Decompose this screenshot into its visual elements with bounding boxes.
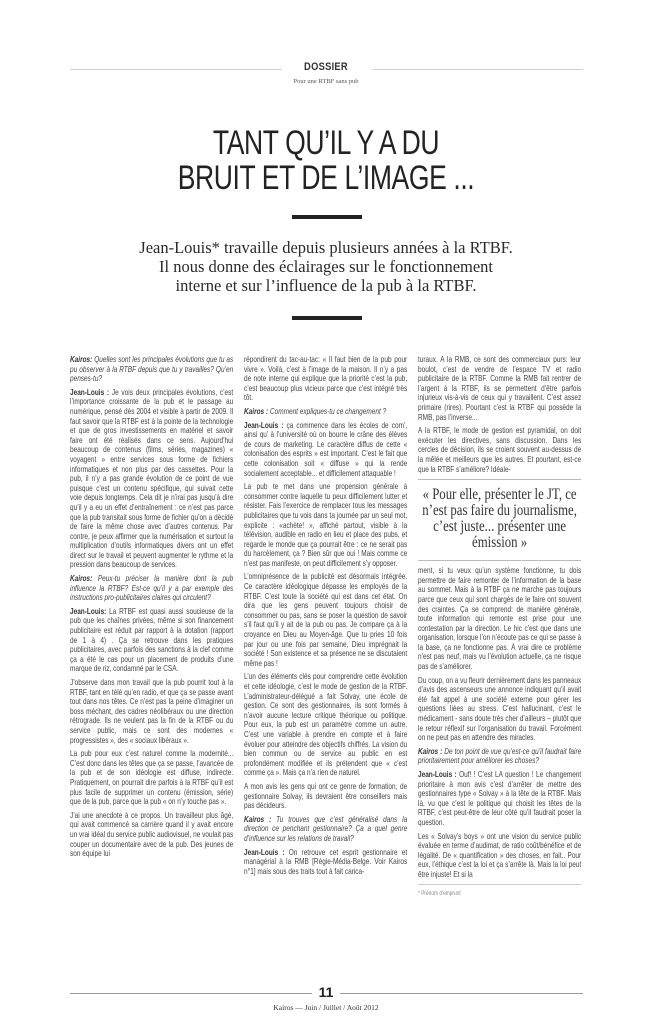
speaker: Jean-Louis : [244, 420, 284, 430]
paragraph: L’omniprésence de la publicité est désormais intégrée. Ce caractère idéologique dépasse les employés de la RTBF. C’est toute la société qui est dans cet état. On dira que les gens peuvent toujours choisir de consommer ou pas, sans se poser la question de savoir s’il faut qu’il y ait de la pub ou pas. Je compare ça à la croyance en Dieu au Moyen-âge. Que tu pries 10 fois par jour ou une fois par semaine, Dieu imprégnait la société ! Son existence et sa présence ne se discutaient même pas ! [244, 572, 408, 668]
interview-answer [244, 848, 407, 877]
footnote: * Prénom d’emprunt [418, 884, 581, 900]
answer-text: La RTBF est quasi aussi soucieuse de la pub que les chaînes privées, même si son financement publicitaire est réduit par rapport à la dotation (rapport de 1 à 4) . Ça se retrouve dans les pratiques publicitaires, avec parfois des sanctions à la clef comme ça a été le cas pour un placement de produits d’une marque de riz, condamné par le CSA. [70, 606, 234, 674]
column-body [418, 355, 581, 899]
paragraph: L’un des éléments clés pour comprendre cette évolution et cette idéologie, c’est le mode de gestion de la RTBF. L’administrateur-délégué a fait Solvay, une école de gestion. Ce sont des gestionnaires, ils sont formés à n’avoir aucune lecture critique théorique ou politique. Pour eux, la pub est un paramètre comme un autre. C’est une variable à prendre en compte et à faire évoluer pour atteindre des objectifs chiffrés. La vision du bien commun ou de service au public en est profondément modifiée et ils prétendent que « c’est comme ça ». Mais ça n’a rien de naturel. [244, 672, 408, 778]
answer-text: Je vois deux principales évolutions, c’est l’importance croissante de la pub et le passage au numérique, pensé dès 2004 et visible à partir de 2009. Il faut savoir que la RTBF est à la pointe de la technologie et que de gros investissements en matériel et savoir faire ont été réalisés dans ce sens. Aujourd’hui beaucoup de contenus (films, séries, magazines) « voyagent » entre services sous forme de fichiers informatiques et non plus par des cassettes. Pour la pub, il n’y a pas grande évolution de ce point de vue puisque c’est un contenu spécifique, qui suivait cette voie depuis longtemps. Cela dit je n’irai pas jusqu’à dire qu’il y a eu un effet d’entraînement : ce n’est pas parce que la pub transitait sous forme de fichier qu’on a décidé de faire la même chose avec d’autres contenus. Par contre, je peux affirmer que la numérisation et surtout la multiplication d’outils informatiques divers ont un effet direct sur le travail et peuvent augmenter le rythme et la pression dans beaucoup de services. [70, 387, 234, 570]
divider-bar [292, 215, 362, 219]
column-body [244, 355, 407, 876]
interview-question [70, 574, 233, 603]
section-label: DOSSIER [304, 61, 348, 73]
speaker: Kairos: [70, 574, 93, 584]
interview-answer [244, 421, 407, 479]
paragraph: A la RTBF, le mode de gestion est pyramidal, on doit exécuter les directives, sans discussion. Dans les cercles de décision, ils se croient souvent au-dessus de la mêlée et meilleurs que les autres. Et pourtant, est-ce que la RTBF s’améliore? Idéale- [418, 426, 582, 474]
question-text: Tu trouves que c’est généralisé dans la direction ce penchant gestionnaire? Ça a quel genre d’influence sur les relations de travail? [244, 814, 408, 843]
interview-question [70, 355, 233, 384]
interview-question [244, 407, 407, 417]
speaker: Kairos : [418, 746, 443, 756]
speaker: Kairos : [244, 406, 269, 416]
interview-answer [70, 388, 233, 570]
interview-question [418, 747, 581, 766]
title-line: BRUIT ET DE L’IMAGE ... [177, 159, 475, 197]
text-column-3 [418, 355, 581, 975]
speaker: Jean-Louis : [70, 387, 110, 397]
paragraph: La pub te met dans une propension générale à consommer contre laquelle tu peux difficilement lutter et résister. Fais l’exercice de remplacer tous les messages publicitaires que tu vois dans ta journée par un seul mot, explicite : «achète! », affiché partout, visible à la télévision, audible en radio en lieu et place des pubs, et regarde le monde que ça pourrait être : ce ne serait pas du harcèlement, ça ? Bien sûr que oui ! Mais comme ce n’est pas manifeste, on peut difficilement s’y opposer. [244, 482, 408, 568]
paragraph: J’observe dans mon travail que la pub pourrit tout à la RTBF, tant en télé qu’en radio, et que ça se passe avant tout dans nos têtes. Ce n’est pas la peine d’imaginer un boss méchant, des cadres néolibéraux ou une direction rétrograde. Ils ne veulent pas la fin de la RTBF ou du service public, mais ce sont des modernes « progressistes », des « sociaux libéraux ». [70, 678, 234, 745]
column-body [70, 355, 233, 859]
answer-text: On retrouve cet esprit gestionnaire et managérial à la RMB [Régie-Média-Belge. Voir Kairos n°1] mais sous des traits tout à fait carica- [244, 847, 408, 876]
speaker: Jean-Louis : [244, 847, 285, 857]
speaker: Kairos : [244, 814, 272, 824]
pull-quote: « Pour elle, présenter le JT, ce n’est pas faire du journalisme, c’est juste... présenter une émission » [418, 479, 581, 561]
standfirst-line: Jean-Louis* travaille depuis plusieurs années à la RTBF. [139, 238, 513, 257]
paragraph: La pub pour eux c’est naturel comme la modernité... C’est donc dans les têtes que ça se passe, l’avancée de la pub et de son idéologie est diffuse, indirecte. Pratiquement, on pourrait dire parfois à la RTBF qu’il est plus facile de supprimer un contenu (émission, série) que de la pub, parce que la pub « on n’y touche pas ». [70, 749, 234, 807]
page-number: 11 [318, 984, 334, 1000]
question-text: Quelles sont les principales évolutions que tu as pu observer à la RTBF depuis que tu y travailles? Qu’en penses-tu? [70, 355, 234, 384]
speaker: Jean-Louis : [418, 770, 457, 779]
paragraph: Du coup, on a vu fleurir dernièrement dans les panneaux d’avis des ascenseurs une annonce indiquant qu’il avait été fait appel à une société externe pour gérer les questions liées au stress. C’est hallucinant, c’est le médicament - sans doute très cher d’ailleurs – plutôt que le retour réflexif sur l’organisation du travail. Forcément on ne peut pas en attendre des miracles. [418, 675, 582, 743]
issue-info: Kairos — Juin / Juillet / Août 2012 [273, 1003, 379, 1012]
paragraph: répondirent du tac-au-tac: « Il faut bien de la pub pour vivre ». Voilà, c’est à l’image de la maison. Il n’y a pas de note interne qui explique que la priorité c’est la pub, c’est beaucoup plus vicieux parce que c’est intégré très tôt. [244, 355, 408, 403]
interview-answer [418, 770, 581, 828]
paragraph: ment, si tu veux qu’un système fonctionne, tu dois permettre de faire remonter de l’information de la base au sommet. Mais à la RTBF ça ne marche pas toujours parce que ceux qui sont chargés de le faire ont souvent des craintes. Ça se comprend: de manière générale, toute information qui remonte est prise pour une contestation par la direction. Le hic c’est que dans une organisation, lorsque l’on n’écoute pas ce qui se passe à la base, ça ne fonctionne pas. À vrai dire ce problème n’est pas neuf, mais vu l’évolution actuelle, ça ne risque pas de s’améliorer. [418, 566, 582, 672]
paragraph: J’ai une anecdote à ce propos. Un travailleur plus âgé, qui avait commencé sa carrière quand il y avait encore un vrai idéal du service public audiovisuel, ne voulait pas couper un documentaire avec de la pub. Des jeunes de son équipe lui [70, 810, 234, 859]
paragraph: Les « Solvay’s boys » ont une vision du service public évaluée en terme d’audimat, de ratio coût/bénéfice et de légalité. De « quantification » des choses, en fait.. Pour eux, l’éthique c’est la loi et ça s’arrête là. Mais la loi peut être injuste! Et si la [418, 831, 582, 879]
question-text: De ton point de vue qu’est-ce qu’il faudrait faire prioritairement pour améliorer les choses? [418, 746, 582, 766]
answer-text: Ouf! ! C’est LA question ! Le changement prioritaire à mon avis c’est d’arrêter de mettre des gestionnaires type « Solvay » à la tête de la RTBF. Mais là, vu que c’est le politique qui choisit les têtes de la RTBF, c’est peut-être de leur côté qu’il faudrait poser la question. [418, 770, 582, 827]
divider-bar [292, 316, 362, 320]
title-line: TANT QU’IL Y A DU [212, 124, 440, 162]
paragraph: turaux. A la RMB, ce sont des commerciaux purs: leur boulot, c’est de vendre de l’espace TV et radio publicitaire de la RTBF. Comme la RMB fait rentrer de l’argent à la RTBF, ils se permettent d’être parfois injurieux vis-à-vis de ceux qui y travaillent. C’est assez primaire (rires). Pourtant c’est la RTBF qui possède la RMB, pas l’inverse... [418, 355, 582, 422]
interview-answer [70, 607, 233, 674]
rubrique-label: Pour une RTBF sans pub [293, 78, 359, 85]
text-column-2 [244, 355, 407, 975]
speaker: Jean-Louis: [70, 606, 107, 616]
standfirst [0, 238, 652, 295]
interview-question [244, 815, 407, 844]
text-column-1 [70, 355, 233, 975]
question-text: Comment expliques-tu ce changement ? [268, 406, 387, 416]
paragraph: A mon avis les gens qui ont ce genre de formation, de gestionnaire Solvay, ils devraient être conseillers mais pas décideurs. [244, 781, 408, 811]
speaker: Kairos: [70, 355, 93, 364]
standfirst-line: Il nous donne des éclairages sur le fonctionnement [158, 257, 494, 276]
answer-text: ça commence dans les écoles de com’, ainsi qu’ à l’université où on bourre le crâne des élèves de cours de marketing. Le caractère diffus de cette « colonisation des esprits » est important. C’est le fait que cette colonisation soit « diffuse » qui la rende socialement acceptable... et difficilement attaquable ! [244, 420, 408, 478]
article-title [72, 126, 581, 196]
standfirst-line: interne et sur l’influence de la pub à la RTBF. [175, 276, 477, 295]
question-text: Peux-tu préciser la manière dont la pub influence la RTBF? Est-ce qu’il y a par exemple des instructions pro-publicitaires claires qui circulent? [70, 574, 234, 603]
